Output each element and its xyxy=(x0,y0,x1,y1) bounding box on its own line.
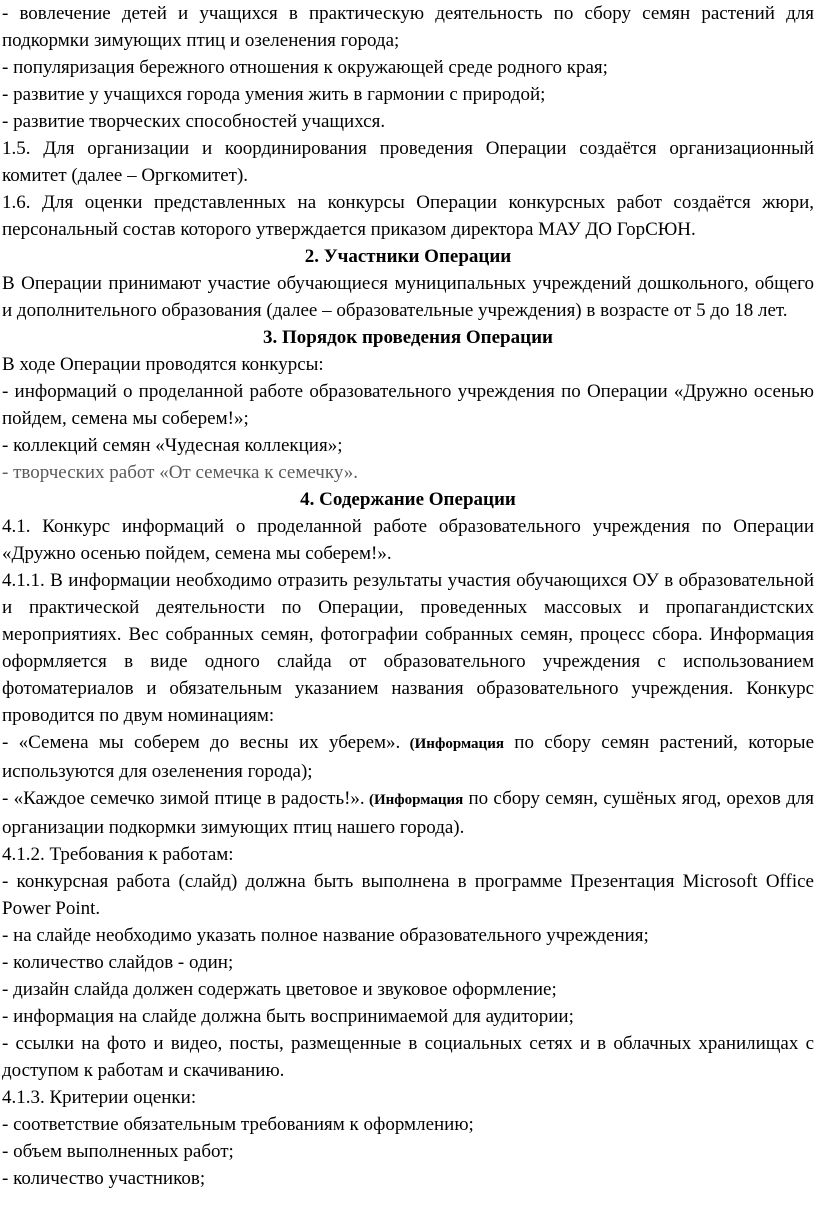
paragraph-4-1-2: 4.1.2. Требования к работам: xyxy=(2,844,234,865)
paragraph-4-1-1: 4.1.1. В информации необходимо отразить результаты участия обучающихся ОУ в образовательной и практической деятельности по Операции, проведенных массовых и пропагандистских мероприятиях. Вес собранных семян, фотографии собранных семян, процесс сбора. Информация оформляется в виде одного слайда от образовательного учреждения с использованием фотоматериалов и обязательным указанием названия образовательного учреждения. Конкурс проводится по двум номинациям: xyxy=(2,570,814,726)
section-3-heading: 3. Порядок проведения Операции xyxy=(263,327,553,348)
section-3-item-3: - творческих работ «От семечка к семечку». xyxy=(2,462,359,483)
criteria-item-2: - объем выполненных работ; xyxy=(2,1141,234,1162)
paragraph-4-1: 4.1. Конкурс информаций о проделанной работе образовательного учреждения по Операции «Дружно осенью пойдем, семена мы соберем!». xyxy=(2,516,814,564)
intro-item-2: - популяризация бережного отношения к окружающей среде родного края; xyxy=(2,57,608,78)
criteria-item-1: - соответствие обязательным требованиям к оформлению; xyxy=(2,1114,474,1135)
intro-item-4: - развитие творческих способностей учащихся. xyxy=(2,111,386,132)
paragraph-1-6: 1.6. Для оценки представленных на конкурсы Операции конкурсных работ создаётся жюри, персональный состав которого утверждается приказом директора МАУ ДО ГорСЮН. xyxy=(2,192,814,240)
intro-item-1: - вовлечение детей и учащихся в практическую деятельность по сбору семян растений для подкормки зимующих птиц и озеленения города; xyxy=(2,3,814,51)
section-3-intro: В ходе Операции проводятся конкурсы: xyxy=(2,354,324,375)
requirement-item-4: - дизайн слайда должен содержать цветовое и звуковое оформление; xyxy=(2,979,557,1000)
nomination-2-bold: Информация xyxy=(373,792,464,808)
paragraph-1-5: 1.5. Для организации и координирования проведения Операции создаётся организационный комитет (далее – Оргкомитет). xyxy=(2,138,814,186)
requirement-item-2: - на слайде необходимо указать полное название образовательного учреждения; xyxy=(2,925,649,946)
nomination-1 xyxy=(2,729,814,785)
nomination-1-rest: по сбору семян растений, которые используются для озеленения города); xyxy=(2,732,814,782)
nomination-1-bold: Информация xyxy=(414,736,504,752)
nomination-2 xyxy=(2,785,814,841)
paragraph-4-1-3: 4.1.3. Критерии оценки: xyxy=(2,1087,197,1108)
intro-item-3: - развитие у учащихся города умения жить в гармонии с природой; xyxy=(2,84,546,105)
nomination-2-title: - «Каждое семечко зимой птице в радость!». xyxy=(2,788,365,809)
section-3-item-2: - коллекций семян «Чудесная коллекция»; xyxy=(2,435,343,456)
section-2-heading: 2. Участники Операции xyxy=(304,246,512,267)
requirement-item-1: - конкурсная работа (слайд) должна быть выполнена в программе Презентация Microsoft Office Power Point. xyxy=(2,871,814,919)
section-4-heading: 4. Содержание Операции xyxy=(300,489,516,510)
criteria-item-3: - количество участников; xyxy=(2,1168,206,1189)
requirement-item-5: - информация на слайде должна быть воспринимаемой для аудитории; xyxy=(2,1006,574,1027)
nomination-1-title: - «Семена мы соберем до весны их уберем». xyxy=(2,732,401,753)
section-2-text: В Операции принимают участие обучающиеся муниципальных учреждений дошкольного, общего и дополнительного образования (далее – образовательные учреждения) в возрасте от 5 до 18 лет. xyxy=(2,273,814,321)
nomination-1-open: ( xyxy=(400,736,415,752)
requirement-item-6: - ссылки на фото и видео, посты, размещенные в социальных сетях и в облачных хранилищах с доступом к работам и скачиванию. xyxy=(2,1033,814,1081)
nomination-2-rest: по сбору семян, сушёных ягод, орехов для организации подкормки зимующих птиц нашего города). xyxy=(2,788,814,838)
section-3-item-1: - информаций о проделанной работе образовательного учреждения по Операции «Дружно осенью пойдем, семена мы соберем!»; xyxy=(2,381,814,429)
nomination-2-open: ( xyxy=(364,792,374,808)
requirement-item-3: - количество слайдов - один; xyxy=(2,952,234,973)
